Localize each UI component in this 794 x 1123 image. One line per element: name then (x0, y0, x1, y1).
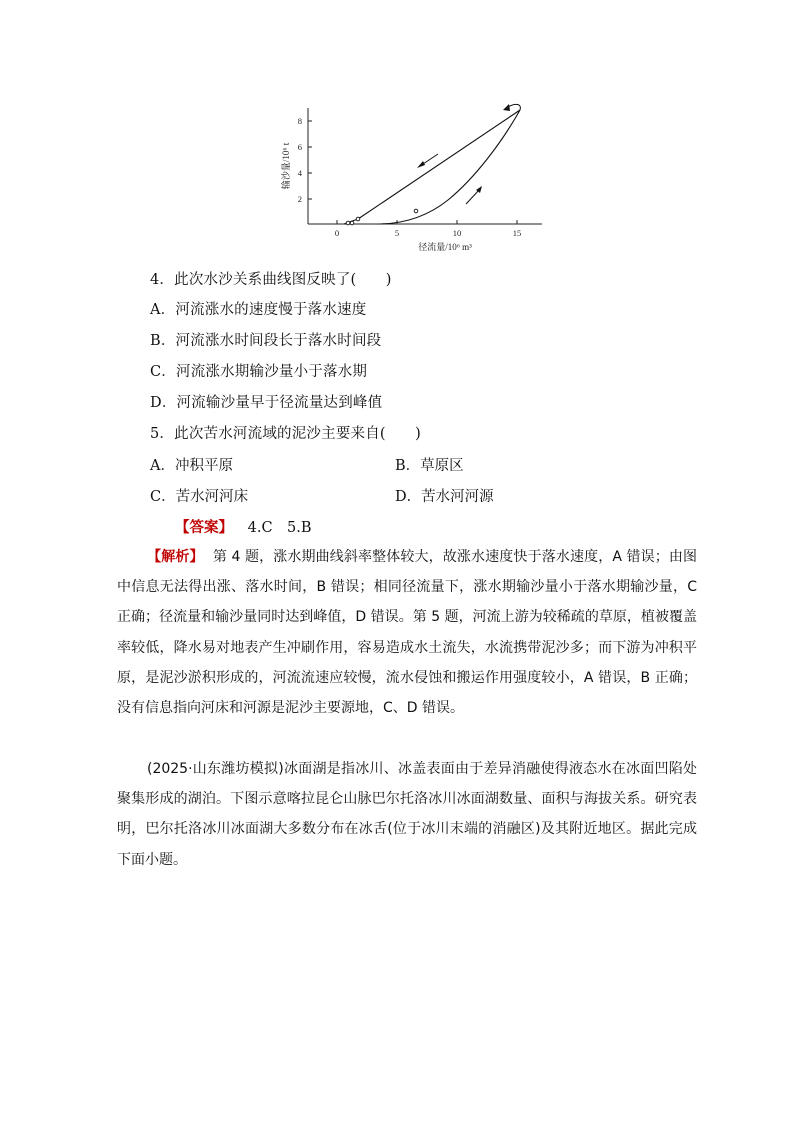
y-tick-label: 6 (297, 142, 302, 152)
x-tick-label: 10 (452, 228, 462, 238)
question-4-option-b: B．河流涨水时间段长于落水时间段 (150, 333, 382, 349)
rising-limb-curve (378, 110, 520, 224)
data-point-marker (414, 209, 418, 213)
analysis-text: 第 4 题，涨水期曲线斜率整体较大，故涨水速度快于落水速度，A 错误；由图中信息无法得出涨、落水时间，B 错误；相同径流量下，涨水期输沙量小于落水期输沙量，C 正确；径流量和输沙量同时达到峰值，D 错误。第 5 题，河流上游为较稀疏的草原，植被覆盖率较低，降水易对地表产生冲刷作用，容易造成水土流失，水流携带泥沙多；而下游为冲积平原，是泥沙淤积形成的，河流流速应较慢，流水侵蚀和搬运作用强度较小，A 错误，B 正确；没有信息指向河床和河源是泥沙主要源地，C、D 错误。 (117, 549, 697, 717)
question-5-option-c: C．苦水河河床 (150, 489, 249, 505)
answer-tag: 【答案】 (175, 519, 233, 536)
question-5-stem: 5．此次苦水河流域的泥沙主要来自( ) (150, 426, 422, 442)
y-ticks (298, 116, 312, 204)
x-axis-label: 径流量/10⁶ m³ (418, 242, 472, 252)
water-sediment-figure (270, 100, 560, 260)
data-point-marker (350, 221, 354, 225)
falling-direction-arrow (417, 154, 438, 168)
data-point-marker (346, 221, 350, 225)
rising-direction-arrow (466, 186, 482, 204)
y-tick-label: 4 (297, 168, 302, 178)
analysis-paragraph (117, 542, 697, 723)
x-tick-label: 15 (512, 228, 522, 238)
question-5-option-b: B．草原区 (395, 458, 464, 474)
intro-paragraph (117, 754, 697, 875)
question-5-option-d: D．苦水河河源 (395, 489, 494, 505)
question-4-option-d: D．河流输沙量早于径流量达到峰值 (150, 395, 383, 411)
peak-arrowhead (503, 104, 510, 111)
hysteresis-chart (270, 100, 560, 260)
question-5-option-a: A．冲积平原 (150, 458, 233, 474)
y-tick-label: 8 (297, 116, 302, 126)
data-point-marker (356, 217, 360, 221)
x-tick-label: 5 (394, 228, 400, 238)
y-axis-label: 输沙量/10⁶ t (281, 142, 291, 190)
answer-text: 4.C 5.B (247, 520, 312, 536)
falling-limb-line (358, 110, 520, 219)
x-ticks (335, 220, 521, 238)
intro-text: (2025·山东潍坊模拟)冰面湖是指冰川、冰盖表面由于差异消融使得液态水在冰面凹陷处聚集形成的湖泊。下图示意喀拉昆仑山脉巴尔托洛冰川冰面湖数量、面积与海拔关系。研究表明，巴尔托洛冰川冰面湖大多数分布在冰舌(位于冰川末端的消融区)及其附近地区。据此完成下面小题。 (117, 761, 697, 868)
x-tick-label: 0 (334, 228, 340, 238)
y-tick-label: 2 (297, 194, 302, 204)
question-4-option-a: A．河流涨水的速度慢于落水速度 (150, 302, 367, 318)
question-4-stem: 4．此次水沙关系曲线图反映了( ) (150, 272, 392, 288)
question-4-option-c: C．河流涨水期输沙量小于落水期 (150, 364, 368, 380)
answer-line (175, 518, 312, 538)
analysis-tag: 【解析】 (147, 549, 204, 565)
